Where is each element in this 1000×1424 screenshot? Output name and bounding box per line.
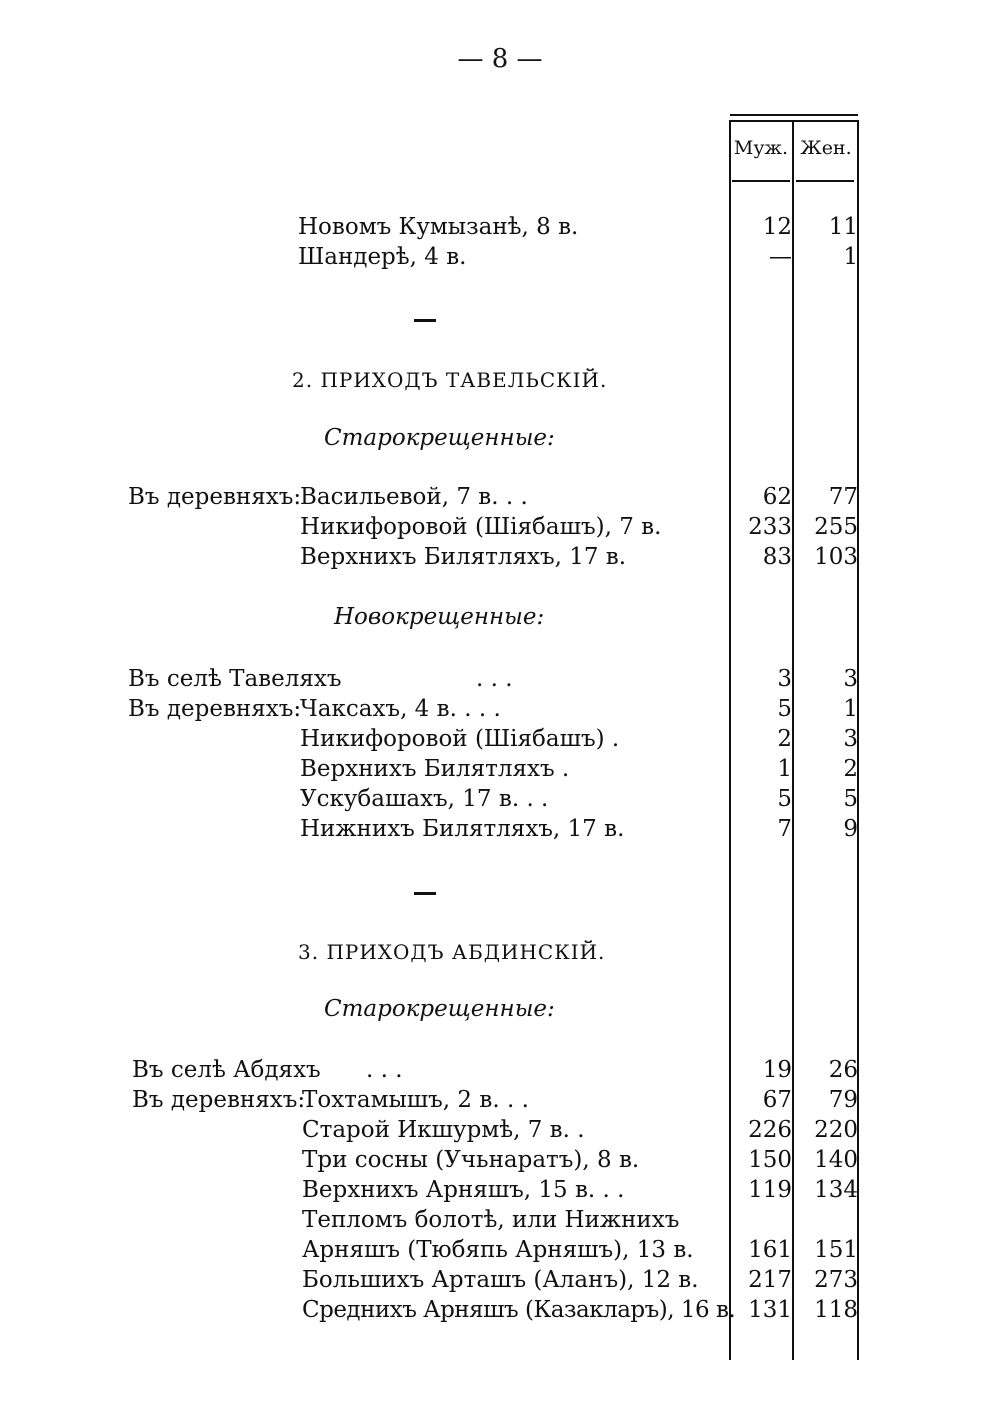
row-men: 150	[748, 1147, 792, 1173]
row-men: 19	[762, 1057, 792, 1083]
page-number: — 8 —	[457, 44, 543, 74]
row-men: 161	[748, 1237, 792, 1263]
row-men: 83	[762, 544, 792, 570]
row-women: 151	[814, 1237, 858, 1263]
row-women: 9	[843, 816, 858, 842]
table-top-rule	[730, 114, 858, 116]
row-place: Тепломъ болотѣ, или Нижнихъ	[302, 1207, 680, 1233]
row-label: Въ селѣ Абдяхъ	[132, 1057, 321, 1083]
header-underline-women	[796, 180, 854, 182]
row-place: Верхнихъ Билятляхъ .	[300, 756, 570, 782]
row-women: 103	[814, 544, 858, 570]
row-women: 134	[814, 1177, 858, 1203]
section-heading: Старокрещенные:	[324, 996, 555, 1022]
table-top-rule-2	[730, 120, 858, 122]
row-women: 255	[814, 514, 858, 540]
row-women: 2	[843, 756, 858, 782]
row-men: 1	[777, 756, 792, 782]
row-women: 77	[828, 484, 858, 510]
parish-title: 2. ПРИХОДЪ ТАВЕЛЬСКІЙ.	[292, 368, 608, 392]
row-women: 3	[843, 666, 858, 692]
row-place: Никифоровой (Шіябашъ) .	[300, 726, 620, 752]
row-label: Въ селѣ Тавеляхъ	[128, 666, 342, 692]
row-place: Нижнихъ Билятляхъ, 17 в.	[300, 816, 625, 842]
row-women: 26	[828, 1057, 858, 1083]
row-label: Въ деревняхъ:	[128, 696, 302, 722]
row-place: Среднихъ Арняшъ (Казакларъ), 16 в.	[302, 1297, 736, 1323]
row-men: 217	[748, 1267, 792, 1293]
row-place: Чаксахъ, 4 в. . . .	[300, 696, 501, 722]
row-place: Арняшъ (Тюбяпь Арняшъ), 13 в.	[302, 1237, 694, 1263]
row-women: 273	[814, 1267, 858, 1293]
row-place: Старой Икшурмѣ, 7 в. .	[302, 1117, 585, 1143]
row-men: 7	[777, 816, 792, 842]
section-divider	[414, 892, 436, 895]
row-label: Въ деревняхъ:	[132, 1087, 306, 1113]
row-women: 1	[843, 244, 858, 270]
row-label: Въ деревняхъ:	[128, 484, 302, 510]
row-men: 131	[748, 1297, 792, 1323]
row-women: 3	[843, 726, 858, 752]
row-place: Тохтамышъ, 2 в. . .	[302, 1087, 529, 1113]
row-men: 62	[762, 484, 792, 510]
row-women: 1	[843, 696, 858, 722]
row-women: 11	[828, 214, 858, 240]
section-divider	[414, 319, 436, 322]
row-men: —	[769, 244, 792, 270]
row-women: 118	[814, 1297, 858, 1323]
row-place: Никифоровой (Шіябашъ), 7 в.	[300, 514, 662, 540]
header-underline-men	[732, 180, 790, 182]
row-place: Ускубашахъ, 17 в. . .	[300, 786, 549, 812]
row-women: 140	[814, 1147, 858, 1173]
row-place: . . .	[476, 666, 513, 692]
header-men: Муж.	[733, 137, 789, 159]
section-heading: Старокрещенные:	[324, 425, 555, 451]
parish-title: 3. ПРИХОДЪ АБДИНСКІЙ.	[298, 940, 606, 964]
row-women: 79	[828, 1087, 858, 1113]
row-place: Шандерѣ, 4 в.	[298, 244, 467, 270]
row-place: Верхнихъ Арняшъ, 15 в. . .	[302, 1177, 625, 1203]
row-men: 233	[748, 514, 792, 540]
row-women: 220	[814, 1117, 858, 1143]
row-place: Новомъ Кумызанѣ, 8 в.	[298, 214, 579, 240]
section-heading: Новокрещенные:	[334, 604, 545, 630]
row-men: 3	[777, 666, 792, 692]
row-women: 5	[843, 786, 858, 812]
row-place: Васильевой, 7 в. . .	[300, 484, 528, 510]
row-men: 67	[762, 1087, 792, 1113]
row-place: . . .	[366, 1057, 403, 1083]
row-men: 12	[762, 214, 792, 240]
row-men: 5	[777, 786, 792, 812]
row-place: Большихъ Арташъ (Аланъ), 12 в.	[302, 1267, 699, 1293]
header-women: Жен.	[800, 137, 852, 159]
row-men: 5	[777, 696, 792, 722]
row-place: Три сосны (Учьнаратъ), 8 в.	[302, 1147, 640, 1173]
row-men: 2	[777, 726, 792, 752]
row-men: 119	[748, 1177, 792, 1203]
row-men: 226	[748, 1117, 792, 1143]
row-place: Верхнихъ Билятляхъ, 17 в.	[300, 544, 627, 570]
